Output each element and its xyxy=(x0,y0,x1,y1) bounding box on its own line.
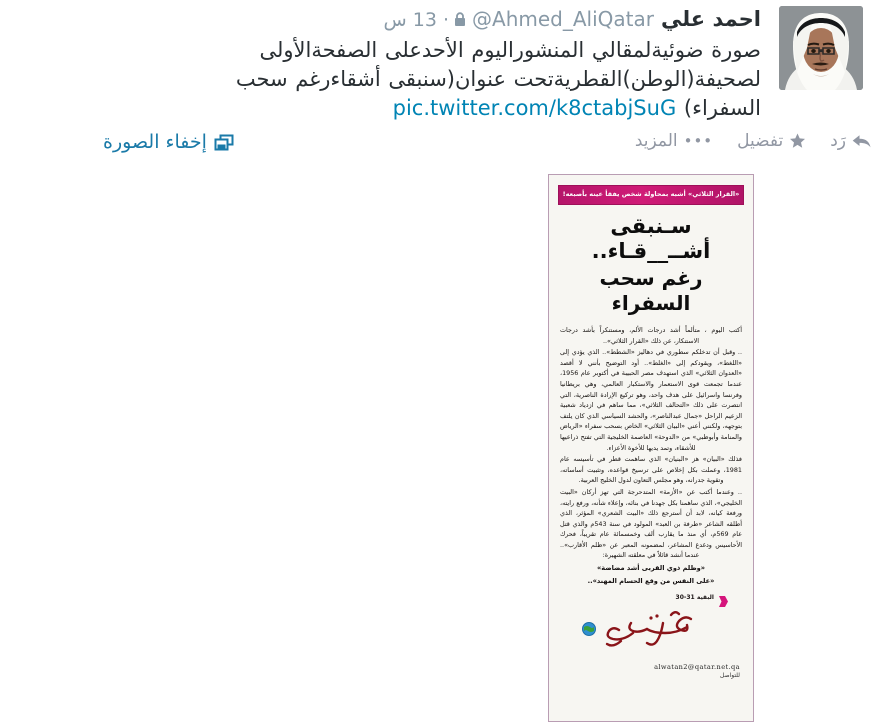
newspaper-paragraph: فذلك «البيان» هز «البنيان» الذي ساهمت قطر في تأسيسه عام 1981، وعملت بكل إخلاص على ترسيخ قواعده، وتثبيت أساساته، وتقوية جدرانه، وهو مجلس التعاون لدول الخليج العربية. xyxy=(560,455,742,485)
tweet-photo-link[interactable]: pic.twitter.com/k8ctabjSuG xyxy=(392,96,677,120)
tweet-text-line-3: السفراء) xyxy=(683,96,761,120)
favorite-label: تفضيل xyxy=(737,131,784,151)
tweet-timestamp[interactable]: 13 س xyxy=(383,9,437,31)
tweet-text-line-1: صورة ضوئيةلمقالي المنشوراليوم الأحدعلى الصفحةالأولى xyxy=(259,38,761,62)
newspaper-body xyxy=(558,325,744,587)
tweet-header xyxy=(100,4,761,35)
tweet-text-line-2: لصحيفة(الوطن)القطريةتحت عنوان(سنبقى أشقاءرغم سحب xyxy=(235,67,761,91)
newspaper-continued xyxy=(558,592,744,603)
newspaper-paragraph: أكتب اليوم ، متألماً أشد درجات الألم، ومستنكراً بأشد درجات الاستنكار، عن ذلك «القرار الثلاثي».. xyxy=(560,326,742,345)
headline-line-1: سـنبقى أشــ__قـاء.. xyxy=(591,214,711,263)
tweet-actions-bar xyxy=(0,131,871,161)
more-label: المزيد xyxy=(634,131,678,151)
hide-photo-label: إخفاء الصورة xyxy=(103,131,207,153)
favorite-button[interactable] xyxy=(737,131,806,151)
tweet-body xyxy=(100,4,761,123)
avatar-image xyxy=(779,6,863,90)
newspaper-signature xyxy=(558,607,744,663)
reply-arrow-icon xyxy=(852,134,871,149)
hide-photo-button[interactable] xyxy=(103,131,234,153)
stacked-photos-icon xyxy=(214,134,234,151)
header-separator: · xyxy=(442,9,450,31)
reply-button[interactable] xyxy=(830,131,871,151)
tweet-action-group xyxy=(611,131,871,151)
author-username[interactable]: @Ahmed_AliQatar xyxy=(472,7,654,31)
star-icon xyxy=(789,133,806,149)
author-fullname[interactable]: احمد علي xyxy=(660,7,761,31)
reply-label: رَد xyxy=(830,131,846,151)
tweet-photo[interactable] xyxy=(548,174,754,722)
newspaper-quote-line-2: «على النفس من وقع الحسام المهند».. xyxy=(587,577,715,586)
newspaper-headline xyxy=(558,214,744,316)
newspaper-paragraph: .. وعندما أكتب عن «الأزمة» المتدحرجة التي تهز أركان «البيت الخليجي»، الذي ساهمنا بكل جهدنا في بنائه، وإعلاء شأنه، ورفع رايته، ورفعة كيانه، لابد أن أسترجع ذلك «البيت الشعري» المؤثر، الذي أطلقه الشاعر «طرفة بن العبد» المولود في سنة 543م والذي قتل عام 569م، أي منذ ما يقارب ألف وخمسمائة عام تقريباً، فحرك الأحاسيس ودغدغ المشاعر، لمضمونه المعبر عن «ظلم الأقارب».. عندما أنشد قائلاً في معلقته الشهيرة: xyxy=(560,487,743,560)
newspaper-paragraph: .. وقبل أن تدخلكم سطوري في دهاليز «الشطط».. الذي يؤدي إلى «اللغط»، ويقودكم إلى «الغلط».. أود التوضيح بأنني لا أقصد «العدوان الثلاثي» الذي استهدف مصر الحبيبة في أكتوبر عام 1956، عندما تجمعت قوى الاستعمار والاستكبار العالمي، وهي بريطانيا وفرنسا واسرائيل على هدف واحد، وهو تركيع الإرادة الناصرية، التي انتصرت على ذلك «التحالف الثلاثي»، مما ساهم في ازدياد شعبية الزعيم الراحل «جمال عبدالناصر»، والحشد السياسي الذي كان يلتف بتوجهه، ولكنني أعني «البيان الثلاثي» الخاص بسحب سفراء «الرياض والمنامة وأبوظبي» من «الدوحة» العاصمة الخليجية التي تفتح ذراعيها للأشقاء، وتمد يديها للأخوة الأعزاء. xyxy=(560,348,742,452)
newspaper-continued-label: البقية 31-30 xyxy=(675,594,714,602)
newspaper-banner: «القرار الثلاثي» أشبه بمحاولة شخص يفقأ عينه بأصبعه! xyxy=(558,185,744,205)
newspaper-clipping xyxy=(549,175,753,721)
more-button[interactable] xyxy=(635,131,713,151)
globe-icon xyxy=(582,621,596,640)
headline-line-2: رغم سحب السفراء xyxy=(599,266,703,315)
tweet-text xyxy=(100,36,761,123)
pink-arrow-icon xyxy=(719,592,728,603)
newspaper-email: alwatan2@qatar.net.qa xyxy=(654,663,740,672)
newspaper-email-note: للتواصل xyxy=(719,672,740,680)
newspaper-quote-line-1: «وظلم ذوي القربى أشد مضاضة» xyxy=(596,564,706,573)
lock-icon xyxy=(454,5,466,35)
avatar[interactable] xyxy=(779,6,863,90)
ellipsis-icon: ••• xyxy=(683,132,714,150)
handwritten-signature xyxy=(591,607,711,659)
